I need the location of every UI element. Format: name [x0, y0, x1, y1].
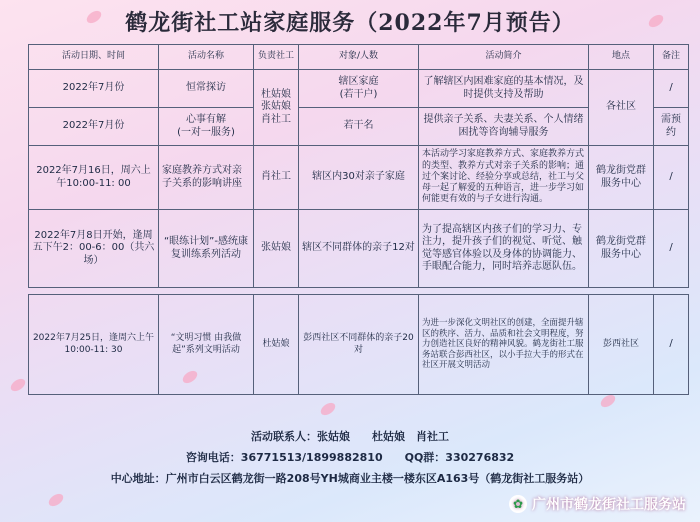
petal-decoration — [599, 393, 618, 409]
cell-intro: 了解辖区内困难家庭的基本情况，及时提供支持及帮助 — [419, 70, 589, 108]
table-row — [29, 70, 689, 108]
cell-name: 家庭教养方式对亲子关系的影响讲座 — [159, 146, 254, 210]
cell-location: 彭西社区 — [589, 295, 654, 395]
watermark-text: 广州市鹤龙街社工服务站 — [532, 497, 686, 513]
schedule-table — [28, 44, 689, 395]
header-target: 对象/人数 — [299, 45, 419, 70]
cell-notes: / — [654, 210, 689, 288]
cell-date: 2022年7月16日，周六上午10:00-11: 00 — [29, 146, 159, 210]
cell-target: 辖区内30对亲子家庭 — [299, 146, 419, 210]
footer-contacts: 活动联系人：张姑娘 杜姑娘 肖社工 — [251, 430, 449, 443]
cell-target: 彭西社区不同群体的亲子20对 — [299, 295, 419, 395]
cell-intro: 为了提高辖区内孩子们的学习力、专注力，提升孩子们的视觉、听觉、触觉等感官体验以及身体的协调能力、手眼配合能力，同时培养志愿队伍。 — [419, 210, 589, 288]
cell-location: 各社区 — [589, 70, 654, 146]
cell-location: 鹤龙街党群服务中心 — [589, 210, 654, 288]
cell-intro: 为进一步深化文明社区的创建，全面提升辖区的秩序、活力、品质和社会文明程度，努力创造社区良好的精神风貌。鹤龙街社工服务站联合彭西社区，以小手拉大手的形式在社区开展文明活动 — [419, 295, 589, 395]
cell-name: 恒常探访 — [159, 70, 254, 108]
cell-date: 2022年7月8日开始，逢周五下午2：00-6：00（共六场） — [29, 210, 159, 288]
footer-phones: 咨询电话：36771513/1899882810 QQ群：330276832 — [185, 451, 515, 464]
cell-social-worker: 杜姑娘 — [254, 295, 299, 395]
table-header-row — [29, 45, 689, 70]
cell-social-worker: 肖社工 — [254, 146, 299, 210]
table-row — [29, 146, 689, 210]
cell-target: 若干名 — [299, 108, 419, 146]
cell-social-worker: 杜姑娘 张姑娘 肖社工 — [254, 70, 299, 146]
header-name: 活动名称 — [159, 45, 254, 70]
header-intro: 活动简介 — [419, 45, 589, 70]
table-row — [29, 295, 689, 395]
header-social-worker: 负责社工 — [254, 45, 299, 70]
page-title: 鹤龙街社工站家庭服务（2022年7月预告） — [125, 10, 575, 36]
header-location: 地点 — [589, 45, 654, 70]
cell-location: 鹤龙街党群服务中心 — [589, 146, 654, 210]
cell-target: 辖区家庭 (若干户) — [299, 70, 419, 108]
header-notes: 备注 — [654, 45, 689, 70]
header-date: 活动日期、时间 — [29, 45, 159, 70]
watermark-badge — [509, 494, 686, 514]
cell-date: 2022年7月份 — [29, 108, 159, 146]
table-row — [29, 210, 689, 288]
cell-social-worker: 张姑娘 — [254, 210, 299, 288]
petal-decoration — [319, 401, 338, 417]
cell-date: 2022年7月25日，逢周六上午10:00-11: 30 — [29, 295, 159, 395]
cell-name: “文明习惯 由我做起”系列文明活动 — [159, 295, 254, 395]
petal-decoration — [9, 377, 28, 393]
cell-name: 心事有解 (一对一服务) — [159, 108, 254, 146]
petal-decoration — [47, 492, 66, 508]
wechat-logo-icon: ✿ — [509, 495, 527, 513]
cell-notes: 需预约 — [654, 108, 689, 146]
cell-notes: / — [654, 70, 689, 108]
cell-name: “眼练计划”-感统康复训练系列活动 — [159, 210, 254, 288]
cell-notes: / — [654, 295, 689, 395]
cell-intro: 提供亲子关系、夫妻关系、个人情绪困扰等咨询辅导服务 — [419, 108, 589, 146]
footer-address: 中心地址：广州市白云区鹤龙街一路208号YH城商业主楼一楼东区A163号（鹤龙街社工服务站） — [110, 472, 590, 485]
cell-date: 2022年7月份 — [29, 70, 159, 108]
table-spacer — [29, 288, 689, 295]
cell-intro: 本活动学习家庭教养方式、家庭教养方式的类型、教养方式对亲子关系的影响；通过个案讨论、经验分享或总结，社工与父母一起了解爱的五种语言，进一步学习如何能更有效的与子女进行沟通。 — [419, 146, 589, 210]
cell-target: 辖区不同群体的亲子12对 — [299, 210, 419, 288]
cell-notes: / — [654, 146, 689, 210]
